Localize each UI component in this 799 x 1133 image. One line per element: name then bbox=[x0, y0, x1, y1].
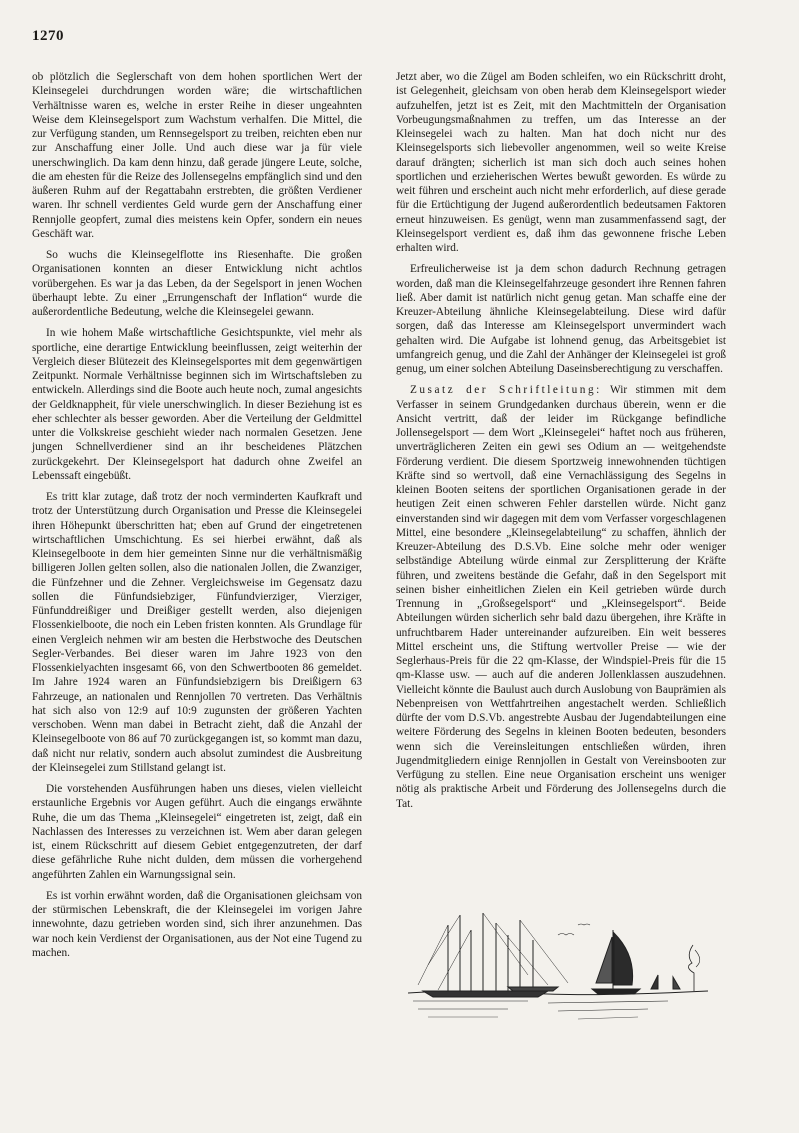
right-column bbox=[396, 70, 726, 818]
left-paragraph-6: Es ist vorhin erwähnt worden, daß die Organisationen gleichsam von der stürmischen Lebenskraft, die der Kleinsegelei im vorigen Jahre innewohnte, dazu getrieben worden sind, sich ihrer anzunehmen. Das war noch kein Verdienst der Organisationen, aus der Not eine Tugend zu machen. bbox=[32, 889, 362, 959]
left-column bbox=[32, 70, 362, 967]
left-paragraph-4: Es tritt klar zutage, daß trotz der noch verminderten Kaufkraft und trotz der Unterstützung durch Organisation und Presse die Kleinsegelei ihren Höhepunkt überschritten hat; eben auf Grund der eingetretenen wirtschaftlichen Umschichtung. Es sei hierbei erwähnt, daß als Kleinsegelboote in dem hier gemeinten Sinne nur die verhältnismäßig billigeren Jollen gelten sollen, also die nationalen Jollen, die Zwanziger, die Fünfzehner und die Zehner. Vergleichsweise im Gegensatz dazu sollen die Fünfundsiebziger, Fünfundvierziger, Vierziger, Fünfunddreißiger und Dreißiger gestellt werden, also diejenigen Flossenkielboote, die noch ein Leben fristen konnten. Als Grundlage für einen Vergleich nehmen wir am besten die Herbstwoche des Deutschen Segler-Verbandes. Bei dieser waren im Jahre 1923 von den Flossenkielyachten insgesamt 66, von den Schwertbooten 86 gemeldet. Im Jahre 1924 waren an Fünfundsiebzigern bis Dreißigern 63 Fahrzeuge, an nationalen und Rennjollen 70 vertreten. Das Verhältnis hat sich also von 12:9 auf 10:9 zugunsten der größeren Yachten verschoben. Wenn man dabei in Betracht zieht, daß die Anzahl der Kleinsegelboote von 86 auf 70 zurückgegangen ist, so kommt man dazu, daß nicht nur relativ, sondern auch absolut zumindest die Ausbreitung der Kleinsegelei zum Stillstand gelangt ist. bbox=[32, 491, 362, 774]
harbor-sailboats-sketch-icon bbox=[408, 905, 708, 1035]
addendum-paragraph bbox=[396, 383, 726, 811]
addendum-label: Zusatz der Schriftleitung: bbox=[410, 384, 602, 397]
left-paragraph-3: In wie hohem Maße wirtschaftliche Gesichtspunkte, viel mehr als sportliche, eine derartige Entwicklung beeinflussen, zeigt weiterhin der Vergleich dieser Blütezeit des Kleinsegelsportes mit dem gegenwärtigen Zeitpunkt. Normale Verhältnisse beginnen sich im Wirtschaftsleben zu entwickeln. Allerdings sind die Boote auch heute noch, zumal angesichts der Geldknappheit, für viele unerschwinglich. In dieser Beziehung ist es eher schlechter als besser geworden. Aber die Verteilung der Geldmittel unter die Volkskreise geschieht wieder nach normalen Gesetzen. Jene jungen Schnellverdiener sind an ihr bescheidenes Plätzchen zurückgekehrt. Der Kleinsegelsport hat dadurch ohne Zweifel an Lebenssaft eingebüßt. bbox=[32, 327, 362, 482]
right-paragraph-2: Erfreulicherweise ist ja dem schon dadurch Rechnung getragen worden, daß man die Kleinsegelfahrzeuge gesondert ihre Rennen fahren ließ. Aber damit ist natürlich nicht genug getan. Man schaffe eine der Kreuzer-Abteilung ähnliche Kleinsegelabteilung. Diese wird dafür sorgen, daß das Interesse am Kleinsegelsport unvermindert wach gehalten wird. Die Aufgabe ist lohnend genug, das Arbeitsgebiet ist umfangreich genug, und die Zahl der Anhänger der Kleinsegelei ist groß genug, um einer solchen Abteilung Daseinsberechtigung zu verschaffen. bbox=[396, 263, 726, 375]
left-paragraph-1: ob plötzlich die Seglerschaft von dem hohen sportlichen Wert der Kleinsegelei durchdrungen worden wäre; die wirtschaftlichen Verhältnisse waren es, welche in erster Reihe in dieser ungeahnten Weise dem Kleinsegelsport zum Wachstum verhalfen. Die Mittel, die zur Verfügung standen, um Rennsegelsport zu treiben, reichten eben nur zur Anschaffung einer Jolle. Und auch diese war ja für viele unerschwinglich. Da kam denn hinzu, daß gerade jüngere Leute, solche, die am ehesten für die Reize des Jollensegelns empfänglich sind und den äußeren Ruhm auf der Regattabahn erstrebten, die größten Verdiener waren. Ihr schnell verdientes Geld wurde gern der Anschaffung einer Rennjolle geopfert, zumal dies meistens kein Opfer, sondern ein neues Geschäft war. bbox=[32, 71, 362, 240]
left-paragraph-2: So wuchs die Kleinsegelflotte ins Riesenhafte. Die großen Organisationen konnten an dieser Entwicklung nicht achtlos vorübergehen. Es war ja das Leben, da der Segelsport in jenen Wochen überhaupt lebte. Zu einer „Errungenschaft der Inflation“ wurde die außerordentliche Bedeutung, welche die Kleinsegelei gewann. bbox=[32, 249, 362, 318]
right-paragraph-1: Jetzt aber, wo die Zügel am Boden schleifen, wo ein Rückschritt droht, ist Gelegenheit, gleichsam von oben herab dem Kleinsegelsport wieder aufzuhelfen, jetzt ist es Zeit, mit den Machtmitteln der Organisation Vorbeugungsmaßnahmen zu treffen, um das Interesse an der Kleinsegelei wach zu halten. Man hat doch nicht nur des Kleinsegelsports sich liebevoller angenommen, weil so weite Kreise darauf drängten; sicherlich ist man sich doch auch seines hohen sportlichen und erzieherischen Wertes bewußt geworden. Es würde zu weit führen und erscheint auch nicht mehr erforderlich, auf diese gerade für die Ertüchtigung der Jugend außerordentlich bedeutsamen Faktoren erneut hinzuweisen. Es genügt, wenn man zusammenfassend sagt, der Kleinsegelsport verdient es, daß ihm das gewonnene frische Leben erhalten wird. bbox=[396, 71, 726, 254]
addendum-text: Wir stimmen mit dem Verfasser in seinem Grundgedanken durchaus überein, wenn er die Ansicht vertritt, daß der leider im Rückgange befindliche Jollensegelsport — dem Wort „Kleinsegelei“ haftet noch aus früheren, unverträglicheren Zeiten ein gewi ses Odium an — weitgehendste Förderung verdient. Die diesem Sportzweig innewohnenden tüchtigen Kräfte sind so wertvoll, daß eine Vernachlässigung des Segelns in kleinen Booten seitens der sportlichen Organisationen gerade in der heutigen Zeit einen schweren Fehler darstellen würde. Nicht ganz einverstanden sind wir dagegen mit dem vom Verfasser vorgeschlagenen Mittel, eine besondere „Kleinsegelabteilung“ zu schaffen, ähnlich der Kreuzer-Abteilung des D.S.Vb. Eine solche mehr oder weniger selbständige Abteilung würde einmal zur Zersplitterung der Kräfte führen, und zweitens bestände die Gefahr, daß in den Segelsport mit seinen bisher einheitlichen Zielen ein Keil getrieben würde durch Trennung in „Großsegelsport“ und „Kleinsegelsport“. Beide Abteilungen würden sicherlich sehr bald dazu übergehen, ihre Kräfte in unfruchtbarem Hader untereinander aufzureiben. Ein weit besseres Mittel erscheint uns, die Stiftung wertvoller Preise — wie der Seglerhaus-Preis für die 22 qm-Klasse, der Windspiel-Preis für die 15 qm-Klasse usw. — auch auf die anderen Jollenklassen auszudehnen. Vielleicht könnte die Baulust auch durch Auslobung von Bauprämien als Nebenpreisen von Wettfahrtreihen angestachelt werden. Schließlich dürfte der vom D.S.Vb. angestrebte Ausbau der Jugendabteilungen eine weitere Förderung des Segelns in kleinen Booten bedeuten, besonders wenn sich die Vereinsleitungen entschließen würden, ihren Jugendmitgliedern einige Rennjollen in Gestalt von Vereinsbooten zur Verfügung zu stellen. Eine neue Organisation erscheint uns weniger nötig als praktische Arbeit und Förderung des Jollensegelns durch die Tat. bbox=[396, 384, 726, 810]
left-paragraph-5: Die vorstehenden Ausführungen haben uns dieses, vielen vielleicht erstaunliche Ergebnis vor Augen geführt. Auch die eingangs erwähnte Ruhe, die um das Thema „Kleinsegelei“ eingetreten ist, zeigt, daß ein Nachlassen des Interesses zu verzeichnen ist. Wem aber daran gelegen ist, einem Rückschritt auf diesem Gebiet entgegenzutreten, der darf diese gefährliche Ruhe nicht dulden, dem müssen die vorhergehend angeführten Zahlen ein Warnungssignal sein. bbox=[32, 783, 362, 881]
page-number: 1270 bbox=[32, 28, 64, 44]
